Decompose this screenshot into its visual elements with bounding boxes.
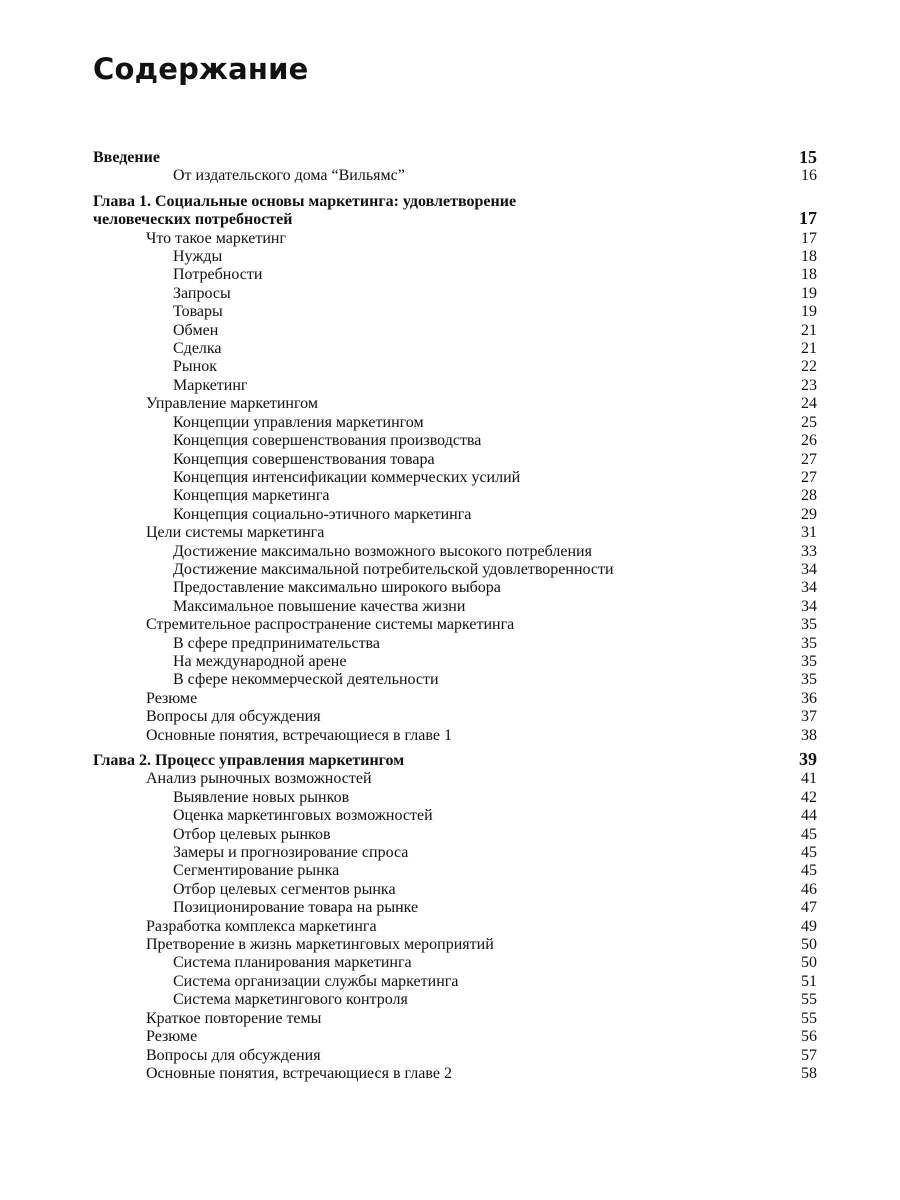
toc-entry-title: Нужды: [173, 248, 223, 266]
toc-section-entry[interactable]: [93, 230, 817, 248]
toc-subsection-entry[interactable]: [93, 579, 817, 597]
toc-subsection-entry[interactable]: [93, 167, 817, 185]
toc-entry-page-number: 45: [801, 844, 817, 862]
toc-entry-page-number: 19: [801, 303, 817, 321]
toc-entry-page-number: 35: [801, 652, 817, 670]
toc-section-entry[interactable]: [93, 395, 817, 413]
toc-subsection-entry[interactable]: [93, 303, 817, 321]
toc-subsection-entry[interactable]: [93, 340, 817, 358]
toc-subsection-entry[interactable]: [93, 543, 817, 561]
toc-entry-title: Обмен: [173, 321, 219, 339]
toc-entry-page-number: 35: [801, 671, 817, 689]
toc-entry-title: Краткое повторение темы: [146, 1009, 322, 1027]
toc-entry-page-number: 45: [801, 862, 817, 880]
toc-entry-page-number: 34: [801, 579, 817, 597]
toc-chapter-entry[interactable]: [93, 149, 817, 167]
toc-entry-page-number: 58: [801, 1064, 817, 1082]
toc-entry-page-number: 18: [801, 248, 817, 266]
toc-subsection-entry[interactable]: [93, 671, 817, 689]
toc-entry-page-number: 24: [801, 395, 817, 413]
toc-subsection-entry[interactable]: [93, 881, 817, 899]
toc-subsection-entry[interactable]: [93, 598, 817, 616]
toc-entry-title: Введение: [93, 149, 160, 166]
toc-entry-title: Резюме: [146, 689, 198, 707]
toc-entry-page-number: 47: [801, 899, 817, 917]
toc-section-entry[interactable]: [93, 524, 817, 542]
toc-entry-title: Потребности: [173, 266, 263, 284]
toc-entry-title: Рынок: [173, 358, 217, 376]
toc-entry-page-number: 46: [801, 880, 817, 898]
toc-chapter-entry[interactable]: [93, 193, 817, 230]
toc-subsection-entry[interactable]: [93, 432, 817, 450]
toc-entry-page-number: 19: [801, 284, 817, 302]
toc-subsection-entry[interactable]: [93, 248, 817, 266]
toc-subsection-entry[interactable]: [93, 322, 817, 340]
toc-entry-page-number: 25: [801, 413, 817, 431]
toc-entry-page-number: 16: [801, 167, 817, 185]
toc-entry-title: Отбор целевых рынков: [173, 825, 331, 843]
toc-section-entry[interactable]: [93, 1028, 817, 1046]
toc-entry-page-number: 34: [801, 560, 817, 578]
toc-entry-page-number: 21: [801, 321, 817, 339]
toc-entry-page-number: 35: [801, 616, 817, 634]
toc-subsection-entry[interactable]: [93, 285, 817, 303]
toc-entry-page-number: 22: [801, 358, 817, 376]
toc-section-entry[interactable]: [93, 918, 817, 936]
toc-entry-title: Глава 2. Процесс управления маркетингом: [93, 752, 405, 769]
toc-subsection-entry[interactable]: [93, 506, 817, 524]
toc-subsection-entry[interactable]: [93, 844, 817, 862]
toc-entry-title: Отбор целевых сегментов рынка: [173, 880, 396, 898]
toc-entry-page-number: 49: [801, 917, 817, 935]
toc-subsection-entry[interactable]: [93, 789, 817, 807]
toc-entry-page-number: 17: [799, 208, 817, 229]
toc-entry-page-number: 51: [801, 972, 817, 990]
toc-subsection-entry[interactable]: [93, 899, 817, 917]
toc-entry-title: Анализ рыночных возможностей: [146, 770, 372, 788]
toc-entry-title: В сфере предпринимательства: [173, 634, 380, 652]
toc-entry-title: Стремительное распространение системы маркетинга: [146, 616, 515, 634]
toc-entry-title: Что такое маркетинг: [146, 229, 286, 247]
toc-entry-title: Разработка комплекса маркетинга: [146, 917, 377, 935]
toc-entry-title: Выявление новых рынков: [173, 788, 350, 806]
toc-entry-page-number: 15: [799, 147, 817, 167]
table-of-contents: [93, 149, 817, 1083]
toc-entry-page-number: 50: [801, 936, 817, 954]
page-title: Содержание: [93, 52, 309, 86]
toc-entry-title: Сегментирование рынка: [173, 862, 340, 880]
toc-entry-title: Достижение максимальной потребительской удовлетворенности: [173, 560, 614, 578]
toc-entry-title: Система маркетингового контроля: [173, 991, 408, 1009]
toc-section-entry[interactable]: [93, 770, 817, 788]
toc-subsection-entry[interactable]: [93, 954, 817, 972]
toc-entry-title: Концепция совершенствования товара: [173, 450, 435, 468]
toc-entry-page-number: 45: [801, 825, 817, 843]
toc-entry-page-number: 27: [801, 468, 817, 486]
toc-entry-page-number: 23: [801, 376, 817, 394]
toc-entry-title: Концепция социально-этичного маркетинга: [173, 505, 472, 523]
toc-entry-page-number: 39: [799, 749, 817, 769]
toc-entry-page-number: 35: [801, 634, 817, 652]
toc-entry-title: Претворение в жизнь маркетинговых мероприятий: [146, 936, 494, 954]
toc-entry-title-line: человеческих потребностей: [93, 211, 293, 229]
toc-entry-title: Концепции управления маркетингом: [173, 413, 424, 431]
toc-entry-page-number: 50: [801, 954, 817, 972]
toc-entry-title: Концепция совершенствования производства: [173, 432, 482, 450]
toc-entry-title: Управление маркетингом: [146, 395, 318, 413]
toc-entry-title: Резюме: [146, 1028, 198, 1046]
toc-subsection-entry[interactable]: [93, 826, 817, 844]
toc-entry-title: Система организации службы маркетинга: [173, 972, 459, 990]
toc-entry-title: Позиционирование товара на рынке: [173, 899, 419, 917]
toc-entry-page-number: 18: [801, 266, 817, 284]
toc-entry-title: Сделка: [173, 340, 222, 358]
toc-subsection-entry[interactable]: [93, 358, 817, 376]
toc-entry-title: Товары: [173, 303, 223, 321]
toc-entry-page-number: 34: [801, 597, 817, 615]
toc-section-entry[interactable]: [93, 708, 817, 726]
toc-section-entry[interactable]: [93, 616, 817, 634]
toc-entry-title: Вопросы для обсуждения: [146, 708, 321, 726]
toc-entry-page-number: 36: [801, 689, 817, 707]
toc-entry-page-number: 21: [801, 340, 817, 358]
toc-entry-title: Основные понятия, встречающиеся в главе 2: [146, 1064, 452, 1082]
toc-subsection-entry[interactable]: [93, 451, 817, 469]
toc-entry-title: Замеры и прогнозирование спроса: [173, 844, 409, 862]
toc-entry-page-number: 57: [801, 1046, 817, 1064]
toc-entry-title: Система планирования маркетинга: [173, 954, 412, 972]
toc-subsection-entry[interactable]: [93, 973, 817, 991]
toc-entry-page-number: 41: [801, 770, 817, 788]
toc-subsection-entry[interactable]: [93, 807, 817, 825]
toc-chapter-entry[interactable]: [93, 749, 817, 770]
toc-entry-page-number: 28: [801, 487, 817, 505]
toc-entry-page-number: 38: [801, 726, 817, 744]
toc-section-entry[interactable]: [93, 936, 817, 954]
toc-subsection-entry[interactable]: [93, 377, 817, 395]
toc-subsection-entry[interactable]: [93, 266, 817, 284]
toc-subsection-entry[interactable]: [93, 414, 817, 432]
toc-subsection-entry[interactable]: [93, 487, 817, 505]
toc-entry-title: Предоставление максимально широкого выбора: [173, 579, 501, 597]
toc-section-entry[interactable]: [93, 1065, 817, 1083]
toc-section-entry[interactable]: [93, 727, 817, 745]
toc-entry-page-number: 27: [801, 450, 817, 468]
toc-entry-title: Запросы: [173, 284, 231, 302]
toc-entry-title: Оценка маркетинговых возможностей: [173, 807, 433, 825]
toc-entry-page-number: 44: [801, 807, 817, 825]
toc-entry-title: Вопросы для обсуждения: [146, 1046, 321, 1064]
toc-entry-page-number: 55: [801, 1009, 817, 1027]
toc-entry-page-number: 31: [801, 524, 817, 542]
toc-subsection-entry[interactable]: [93, 561, 817, 579]
toc-entry-title-line: Глава 1. Социальные основы маркетинга: удовлетворение: [93, 192, 517, 210]
toc-entry-title: Маркетинг: [173, 376, 248, 394]
toc-entry-title: Достижение максимально возможного высокого потребления: [173, 542, 592, 560]
toc-entry-title: Цели системы маркетинга: [146, 524, 325, 542]
toc-entry-title: От издательского дома “Вильямс”: [173, 167, 405, 185]
toc-entry-title: [93, 193, 817, 230]
toc-entry-title: Концепция интенсификации коммерческих усилий: [173, 468, 521, 486]
toc-subsection-entry[interactable]: [93, 469, 817, 487]
toc-entry-page-number: 56: [801, 1028, 817, 1046]
toc-entry-title: Максимальное повышение качества жизни: [173, 597, 466, 615]
toc-entry-page-number: 42: [801, 788, 817, 806]
toc-entry-page-number: 29: [801, 505, 817, 523]
toc-subsection-entry[interactable]: [93, 862, 817, 880]
toc-entry-title: Концепция маркетинга: [173, 487, 330, 505]
toc-subsection-entry[interactable]: [93, 635, 817, 653]
toc-entry-page-number: 37: [801, 708, 817, 726]
toc-subsection-entry[interactable]: [93, 653, 817, 671]
toc-section-entry[interactable]: [93, 1010, 817, 1028]
toc-entry-title: Основные понятия, встречающиеся в главе 1: [146, 726, 452, 744]
toc-entry-page-number: 17: [801, 229, 817, 247]
toc-entry-page-number: 26: [801, 432, 817, 450]
toc-entry-title: В сфере некоммерческой деятельности: [173, 671, 439, 689]
toc-section-entry[interactable]: [93, 690, 817, 708]
toc-entry-title: На международной арене: [173, 652, 347, 670]
toc-section-entry[interactable]: [93, 1047, 817, 1065]
toc-subsection-entry[interactable]: [93, 991, 817, 1009]
toc-entry-page-number: 33: [801, 542, 817, 560]
toc-entry-page-number: 55: [801, 991, 817, 1009]
